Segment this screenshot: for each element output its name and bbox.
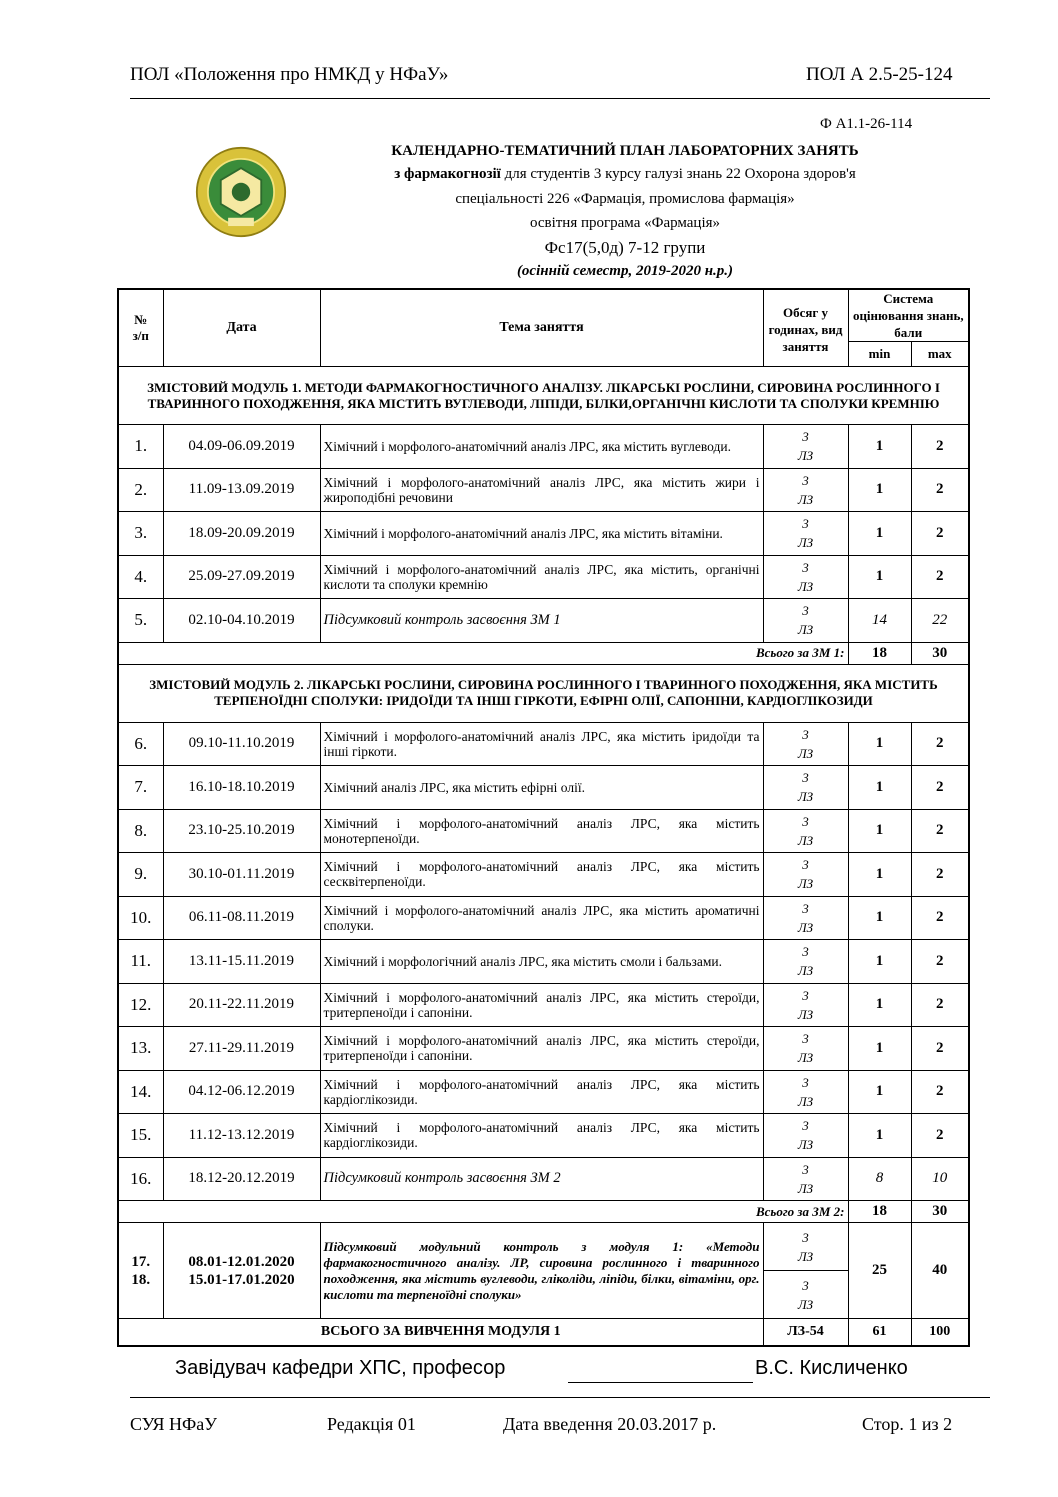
col-header-topic: Тема заняття [320, 289, 763, 367]
row-hours-cell [763, 1157, 848, 1201]
grand-total-max: 100 [911, 1319, 969, 1346]
row-lesson-type: ЛЗ [797, 832, 814, 848]
row-lesson-type: ЛЗ [797, 919, 814, 935]
row-topic: Хімічний і морфолого-анатомічний аналіз ЛРС, яка містить стероїди, тритерпеноїди і сапоніни. [320, 983, 763, 1027]
row-hours-cell [763, 896, 848, 940]
row-topic: Хімічний і морфолого-анатомічний аналіз ЛРС, яка містить вуглеводи. [320, 425, 763, 469]
module-total-min: 18 [848, 642, 911, 664]
row-lesson-type: ЛЗ [797, 1050, 814, 1066]
col-header-min: min [848, 342, 911, 367]
row-hours-cell [763, 468, 848, 512]
row-hours-cell [763, 555, 848, 599]
row-topic: Підсумковий контроль засвоєння ЗМ 1 [320, 599, 763, 643]
row-max-score: 2 [911, 1114, 969, 1158]
row-date: 23.10-25.10.2019 [163, 809, 320, 853]
row-min-score: 1 [848, 853, 911, 897]
plan-groups: Фс17(5,0д) 7-12 групи [544, 238, 706, 257]
module-total-max: 30 [911, 1201, 969, 1223]
row-date: 09.10-11.10.2019 [163, 722, 320, 766]
final-control-row [118, 1223, 969, 1271]
row-number: 12. [118, 983, 163, 1027]
row-topic: Хімічний і морфолого-анатомічний аналіз ЛРС, яка містить кардіоглікозиди. [320, 1114, 763, 1158]
row-topic: Хімічний і морфолого-анатомічний аналіз ЛРС, яка містить стероїди, тритерпеноїди і сапоніни. [320, 1027, 763, 1071]
row-min-score: 1 [848, 809, 911, 853]
row-min-score: 1 [848, 940, 911, 984]
table-row [118, 853, 969, 897]
row-min-score: 1 [848, 722, 911, 766]
row-hours: 3 [802, 1031, 809, 1047]
final-row-number: 17. 18. [118, 1223, 163, 1319]
row-min-score: 1 [848, 983, 911, 1027]
row-hours: 3 [802, 770, 809, 786]
row-min-score: 1 [848, 425, 911, 469]
plan-subject-line [300, 166, 950, 183]
row-lesson-type: ЛЗ [797, 622, 814, 638]
row-date: 11.09-13.09.2019 [163, 468, 320, 512]
row-date: 11.12-13.12.2019 [163, 1114, 320, 1158]
row-date: 04.09-06.09.2019 [163, 425, 320, 469]
row-number: 10. [118, 896, 163, 940]
university-seal-logo [195, 146, 287, 238]
row-number: 13. [118, 1027, 163, 1071]
row-hours-cell [763, 940, 848, 984]
row-max-score: 2 [911, 722, 969, 766]
row-date: 16.10-18.10.2019 [163, 766, 320, 810]
row-hours-cell [763, 1027, 848, 1071]
row-max-score: 22 [911, 599, 969, 643]
row-hours: 3 [802, 813, 809, 829]
final-row-topic: Підсумковий модульний контроль з модуля 1: «Методи фармакогностичного аналізу. ЛР, сировина рослинного і тваринного походження, яка містить вуглеводи, гліколіди, ліпіди, білки, вітаміни, орг. кислоти та терпеноїдні сполуки» [320, 1223, 763, 1319]
final-hours-1: 3 [802, 1229, 809, 1245]
row-max-score: 10 [911, 1157, 969, 1201]
row-hours: 3 [802, 1118, 809, 1134]
row-hours-cell [763, 766, 848, 810]
footer-edition: Редакція 01 [327, 1414, 416, 1434]
row-max-score: 2 [911, 940, 969, 984]
row-date: 27.11-29.11.2019 [163, 1027, 320, 1071]
row-max-score: 2 [911, 555, 969, 599]
col-header-hours: Обсяг у годинах, вид заняття [763, 289, 848, 367]
module-total-min: 18 [848, 1201, 911, 1223]
grand-total-label: ВСЬОГО ЗА ВИВЧЕННЯ МОДУЛЯ 1 [118, 1319, 763, 1346]
signature-line [568, 1382, 753, 1383]
row-topic: Хімічний і морфолого-анатомічний аналіз ЛРС, яка містить ароматичні сполуки. [320, 896, 763, 940]
final-type-2: ЛЗ [797, 1296, 814, 1312]
module-total-max: 30 [911, 642, 969, 664]
row-hours: 3 [802, 944, 809, 960]
table-row [118, 425, 969, 469]
module-total-row [118, 642, 969, 664]
row-topic: Хімічний і морфолого-анатомічний аналіз ЛРС, яка містить кардіоглікозиди. [320, 1070, 763, 1114]
col-header-max: max [911, 342, 969, 367]
final-hours-cell-2 [763, 1271, 848, 1319]
row-lesson-type: ЛЗ [797, 1093, 814, 1109]
row-hours-cell [763, 853, 848, 897]
row-max-score: 2 [911, 425, 969, 469]
plan-specialty: спеціальності 226 «Фармація, промислова фармація» [455, 191, 795, 207]
plan-semester: (осінній семестр, 2019-2020 н.р.) [516, 263, 734, 279]
module-total-label: Всього за ЗМ 2: [118, 1201, 848, 1223]
row-number: 3. [118, 512, 163, 556]
row-min-score: 1 [848, 468, 911, 512]
row-topic: Хімічний і морфолого-анатомічний аналіз ЛРС, яка містить вітаміни. [320, 512, 763, 556]
row-number: 2. [118, 468, 163, 512]
row-date: 18.12-20.12.2019 [163, 1157, 320, 1201]
row-lesson-type: ЛЗ [797, 1137, 814, 1153]
row-number: 1. [118, 425, 163, 469]
footer-organization: СУЯ НФаУ [130, 1414, 217, 1434]
row-max-score: 2 [911, 512, 969, 556]
module-heading: ЗМІСТОВИЙ МОДУЛЬ 2. ЛІКАРСЬКІ РОСЛИНИ, СИРОВИНА РОСЛИННОГО І ТВАРИННОГО ПОХОДЖЕННЯ, ЯКА МІСТИТЬ ТЕРПЕНОЇДНІ СПОЛУКИ: ІРИДОЇДИ ТА ІНШІ ГІРКОТИ, ЕФІРНІ ОЛІЇ, САПОНІНИ, КАРДІОГЛІКОЗИДИ [118, 664, 969, 722]
row-min-score: 1 [848, 896, 911, 940]
row-hours: 3 [802, 429, 809, 445]
row-min-score: 1 [848, 1070, 911, 1114]
row-hours: 3 [802, 559, 809, 575]
row-number: 14. [118, 1070, 163, 1114]
row-number: 4. [118, 555, 163, 599]
header-divider [130, 98, 990, 99]
signature-title: Завідувач кафедри ХПС, професор [175, 1357, 506, 1379]
table-row [118, 599, 969, 643]
lab-schedule-table [117, 288, 970, 1347]
row-lesson-type: ЛЗ [797, 1006, 814, 1022]
row-min-score: 1 [848, 766, 911, 810]
row-topic: Хімічний і морфолого-анатомічний аналіз ЛРС, яка містить іридоїди та інші гіркоти. [320, 722, 763, 766]
row-hours-cell [763, 1070, 848, 1114]
module-heading-row [118, 664, 969, 722]
form-code: Ф А1.1-26-114 [820, 116, 913, 132]
row-topic: Хімічний і морфолого-анатомічний аналіз ЛРС, яка містить монотерпеноїди. [320, 809, 763, 853]
header-document-title: ПОЛ «Положення про НМКД у НФаУ» [130, 64, 449, 85]
row-min-score: 1 [848, 1027, 911, 1071]
grand-total-row [118, 1319, 969, 1346]
signature-name: В.С. Кисличенко [755, 1357, 908, 1379]
subject-name: з фармакогнозії [394, 166, 501, 182]
row-number: 11. [118, 940, 163, 984]
footer-effective-date: Дата введення 20.03.2017 р. [503, 1414, 717, 1434]
module-heading-row [118, 367, 969, 425]
final-hours-cell-1 [763, 1223, 848, 1271]
row-max-score: 2 [911, 896, 969, 940]
row-lesson-type: ЛЗ [797, 491, 814, 507]
grand-total-hours: ЛЗ-54 [763, 1319, 848, 1346]
grand-total-min: 61 [848, 1319, 911, 1346]
table-header-row [118, 289, 969, 342]
table-row [118, 512, 969, 556]
plan-title: КАЛЕНДАРНО-ТЕМАТИЧНИЙ ПЛАН ЛАБОРАТОРНИХ ЗАНЯТЬ [391, 143, 859, 159]
row-min-score: 1 [848, 1114, 911, 1158]
row-topic: Хімічний і морфологічний аналіз ЛРС, яка містить смоли і бальзами. [320, 940, 763, 984]
row-max-score: 2 [911, 853, 969, 897]
row-number: 16. [118, 1157, 163, 1201]
row-lesson-type: ЛЗ [797, 535, 814, 551]
row-topic: Хімічний і морфолого-анатомічний аналіз ЛРС, яка містить жири і жироподібні речовини [320, 468, 763, 512]
row-lesson-type: ЛЗ [797, 1180, 814, 1196]
row-lesson-type: ЛЗ [797, 745, 814, 761]
row-date: 04.12-06.12.2019 [163, 1070, 320, 1114]
row-hours-cell [763, 1114, 848, 1158]
table-row [118, 1070, 969, 1114]
table-row [118, 1157, 969, 1201]
row-number: 6. [118, 722, 163, 766]
footer-page-number: Стор. 1 из 2 [862, 1414, 953, 1434]
plan-program: освітня програма «Фармація» [529, 215, 721, 231]
row-number: 9. [118, 853, 163, 897]
row-min-score: 14 [848, 599, 911, 643]
row-hours: 3 [802, 603, 809, 619]
row-date: 18.09-20.09.2019 [163, 512, 320, 556]
row-min-score: 1 [848, 512, 911, 556]
row-date: 06.11-08.11.2019 [163, 896, 320, 940]
table-row [118, 809, 969, 853]
row-hours: 3 [802, 857, 809, 873]
row-hours: 3 [802, 900, 809, 916]
row-max-score: 2 [911, 983, 969, 1027]
row-number: 7. [118, 766, 163, 810]
subject-audience: для студентів 3 курсу галузі знань 22 Охорона здоров'я [500, 166, 856, 182]
row-topic: Хімічний аналіз ЛРС, яка містить ефірні олії. [320, 766, 763, 810]
row-hours: 3 [802, 987, 809, 1003]
col-header-date: Дата [163, 289, 320, 367]
row-max-score: 2 [911, 468, 969, 512]
row-hours: 3 [802, 472, 809, 488]
module-total-row [118, 1201, 969, 1223]
row-date: 02.10-04.10.2019 [163, 599, 320, 643]
row-hours: 3 [802, 1074, 809, 1090]
row-topic: Хімічний і морфолого-анатомічний аналіз ЛРС, яка містить сесквітерпеноїди. [320, 853, 763, 897]
row-hours-cell [763, 425, 848, 469]
module-total-label: Всього за ЗМ 1: [118, 642, 848, 664]
row-date: 20.11-22.11.2019 [163, 983, 320, 1027]
table-row [118, 766, 969, 810]
table-row [118, 722, 969, 766]
table-row [118, 896, 969, 940]
row-number: 15. [118, 1114, 163, 1158]
row-number: 5. [118, 599, 163, 643]
row-date: 13.11-15.11.2019 [163, 940, 320, 984]
row-hours-cell [763, 512, 848, 556]
final-max-score: 40 [911, 1223, 969, 1319]
row-max-score: 2 [911, 766, 969, 810]
row-max-score: 2 [911, 1070, 969, 1114]
row-hours-cell [763, 809, 848, 853]
header-document-code: ПОЛ А 2.5-25-124 [806, 64, 953, 85]
row-hours-cell [763, 599, 848, 643]
col-header-grading: Система оцінювання знань, бали [848, 289, 969, 342]
row-lesson-type: ЛЗ [797, 876, 814, 892]
table-row [118, 1027, 969, 1071]
table-row [118, 983, 969, 1027]
row-number: 8. [118, 809, 163, 853]
row-hours-cell [763, 983, 848, 1027]
row-lesson-type: ЛЗ [797, 963, 814, 979]
row-max-score: 2 [911, 1027, 969, 1071]
row-lesson-type: ЛЗ [797, 789, 814, 805]
table-row [118, 1114, 969, 1158]
footer-divider [130, 1397, 990, 1398]
row-lesson-type: ЛЗ [797, 448, 814, 464]
row-hours: 3 [802, 1161, 809, 1177]
final-row-dates: 08.01-12.01.2020 15.01-17.01.2020 [163, 1223, 320, 1319]
row-date: 30.10-01.11.2019 [163, 853, 320, 897]
final-min-score: 25 [848, 1223, 911, 1319]
final-hours-2: 3 [802, 1277, 809, 1293]
table-row [118, 468, 969, 512]
row-min-score: 1 [848, 555, 911, 599]
table-row [118, 555, 969, 599]
row-hours-cell [763, 722, 848, 766]
col-header-number: № з/п [118, 289, 163, 367]
row-topic: Підсумковий контроль засвоєння ЗМ 2 [320, 1157, 763, 1201]
row-hours: 3 [802, 516, 809, 532]
row-lesson-type: ЛЗ [797, 578, 814, 594]
row-max-score: 2 [911, 809, 969, 853]
table-row [118, 940, 969, 984]
row-min-score: 8 [848, 1157, 911, 1201]
module-heading: ЗМІСТОВИЙ МОДУЛЬ 1. МЕТОДИ ФАРМАКОГНОСТИЧНОГО АНАЛІЗУ. ЛІКАРСЬКІ РОСЛИНИ, СИРОВИНА РОСЛИННОГО І ТВАРИННОГО ПОХОДЖЕННЯ, ЯКА МІСТИТЬ ВУГЛЕВОДИ, ЛІПІДИ, БІЛКИ,ОРГАНІЧНІ КИСЛОТИ ТА СПОЛУКИ КРЕМНІЮ [118, 367, 969, 425]
row-date: 25.09-27.09.2019 [163, 555, 320, 599]
row-hours: 3 [802, 726, 809, 742]
row-topic: Хімічний і морфолого-анатомічний аналіз ЛРС, яка містить, органічні кислоти та сполуки кремнію [320, 555, 763, 599]
final-type-1: ЛЗ [797, 1248, 814, 1264]
